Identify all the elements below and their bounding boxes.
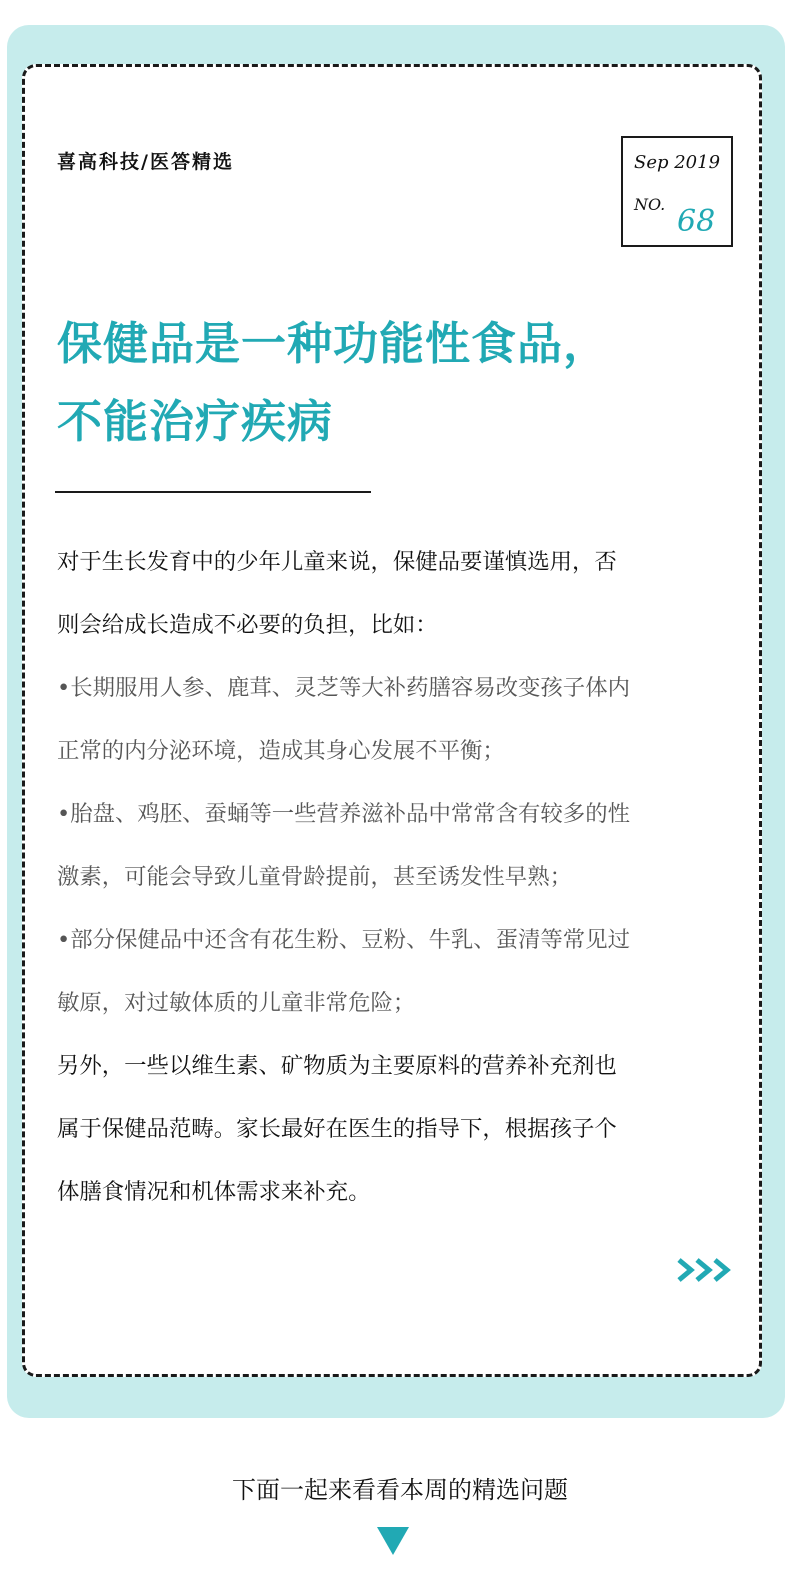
body-line: •长期服用人参、鹿茸、灵芝等大补药膳容易改变孩子体内 [57, 675, 630, 701]
issue-month: Sep 2019 [634, 152, 721, 173]
body-line: 属于保健品范畴。家长最好在医生的指导下，根据孩子个 [57, 1116, 617, 1142]
down-triangle-icon [377, 1527, 409, 1555]
body-line: 正常的内分泌环境，造成其身心发展不平衡； [57, 738, 505, 764]
issue-date-box [621, 136, 733, 247]
body-line: 激素，可能会导致儿童骨龄提前，甚至诱发性早熟； [57, 864, 572, 890]
title-divider [55, 491, 371, 493]
title-line: 保健品是一种功能性食品， [57, 317, 610, 370]
triple-chevron-right-icon[interactable] [676, 1253, 736, 1287]
body-line: 对于生长发育中的少年儿童来说，保健品要谨慎选用，否 [57, 549, 617, 575]
body-line: •胎盘、鸡胚、蚕蛹等一些营养滋补品中常常含有较多的性 [57, 801, 630, 827]
next-section-text: 下面一起来看看本周的精选问题 [232, 1476, 568, 1504]
body-line: 另外，一些以维生素、矿物质为主要原料的营养补充剂也 [57, 1053, 617, 1079]
article-body [57, 531, 747, 1224]
issue-number: 68 [677, 204, 716, 239]
article-title [57, 305, 747, 461]
body-line: 体膳食情况和机体需求来补充。 [57, 1179, 371, 1205]
issue-number-label: NO. [634, 195, 666, 214]
body-line: 敏原，对过敏体质的儿童非常危险； [57, 990, 416, 1016]
body-line: •部分保健品中还含有花生粉、豆粉、牛乳、蛋清等常见过 [57, 927, 630, 953]
brand-label: 喜高科技/医答精选 [57, 151, 234, 173]
title-line: 不能治疗疾病 [57, 395, 334, 448]
body-line: 则会给成长造成不必要的负担，比如： [57, 612, 438, 638]
